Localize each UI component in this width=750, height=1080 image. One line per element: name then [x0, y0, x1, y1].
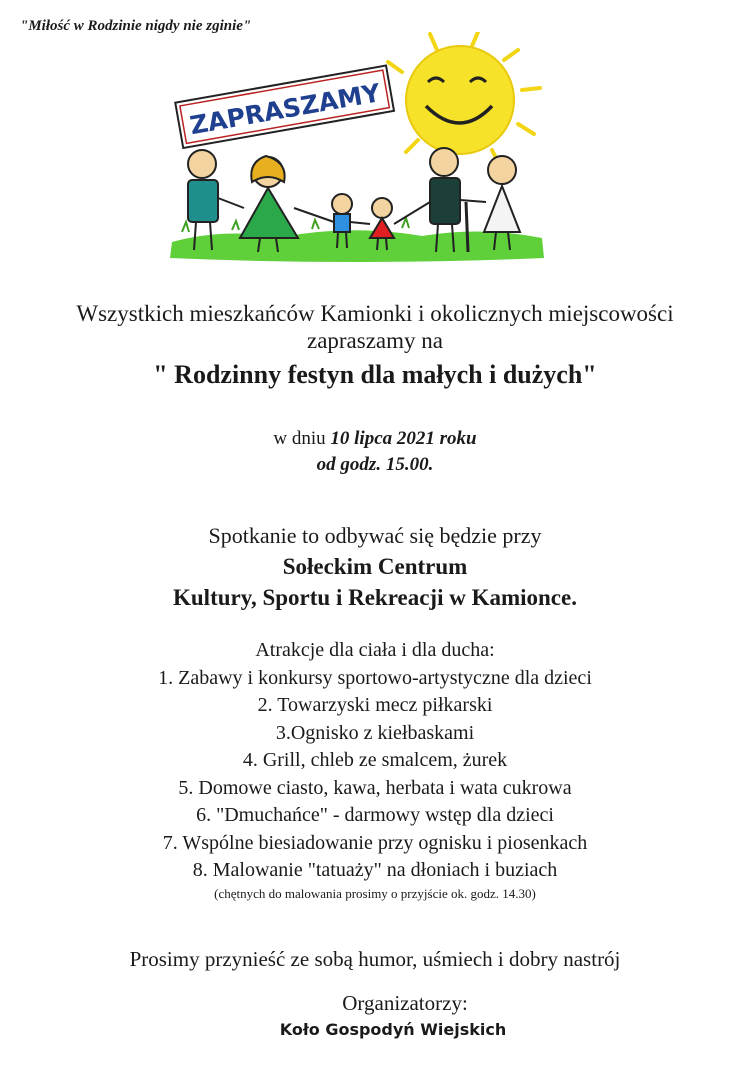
venue-name-1: Sołeckim Centrum	[282, 554, 468, 579]
venue-intro: Spotkanie to odbywać się będzie przy	[208, 523, 542, 548]
attraction-item: 5. Domowe ciasto, kawa, herbata i wata cukrowa	[178, 776, 572, 799]
attraction-item: 2. Towarzyski mecz piłkarski	[257, 694, 493, 716]
invitation-line-1: Wszystkich mieszkańców Kamionki i okolicznych miejscowości	[76, 301, 674, 326]
event-title: " Rodzinny festyn dla małych i dużych"	[153, 360, 597, 389]
attraction-item: 8. Malowanie "tatuaży" na dłoniach i buziach	[192, 859, 558, 881]
attractions-note: (chętnych do malowania prosimy o przyjście ok. godz. 14.30)	[214, 885, 536, 901]
sign-text: ZAPRASZAMY	[187, 78, 383, 141]
venue-name-2: Kultury, Sportu i Rekreacji w Kamionce.	[173, 585, 577, 610]
invitation-line-2: zapraszamy na	[306, 328, 443, 353]
sun-icon	[388, 32, 540, 172]
attraction-item: 4. Grill, chleb ze smalcem, żurek	[242, 749, 508, 771]
invitation-content	[0, 300, 750, 1043]
motto: "Miłość w Rodzinie nigdy nie zginie"	[20, 18, 252, 34]
event-date: 10 lipca 2021 roku	[330, 428, 477, 449]
event-date-block	[0, 426, 750, 478]
attractions-heading: Atrakcje dla ciała i dla ducha:	[255, 639, 495, 661]
venue-block	[0, 520, 750, 613]
event-time: od godz. 15.00.	[316, 454, 434, 475]
attraction-item: 7. Wspólne biesiadowanie przy ognisku i piosenkach	[162, 831, 588, 854]
family-illustration	[162, 32, 548, 264]
attraction-item: 6. "Dmuchańce" - darmowy wstęp dla dzieci	[196, 804, 554, 826]
attraction-item: 1. Zabawy i konkursy sportowo-artystyczne dla dzieci	[158, 666, 592, 689]
closing-text: Prosimy przynieść ze sobą humor, uśmiech i dobry nastrój	[129, 946, 621, 971]
zapraszamy-sign-icon	[175, 66, 394, 148]
organizers-label: Organizatorzy:	[342, 990, 468, 1015]
organizers-name: Koło Gospodyń Wiejskich	[279, 1019, 507, 1039]
date-prefix: w dniu	[273, 428, 331, 449]
attraction-item: 3.Ognisko z kiełbaskami	[275, 721, 475, 744]
family-banner	[162, 32, 548, 264]
attractions-block	[0, 637, 750, 903]
